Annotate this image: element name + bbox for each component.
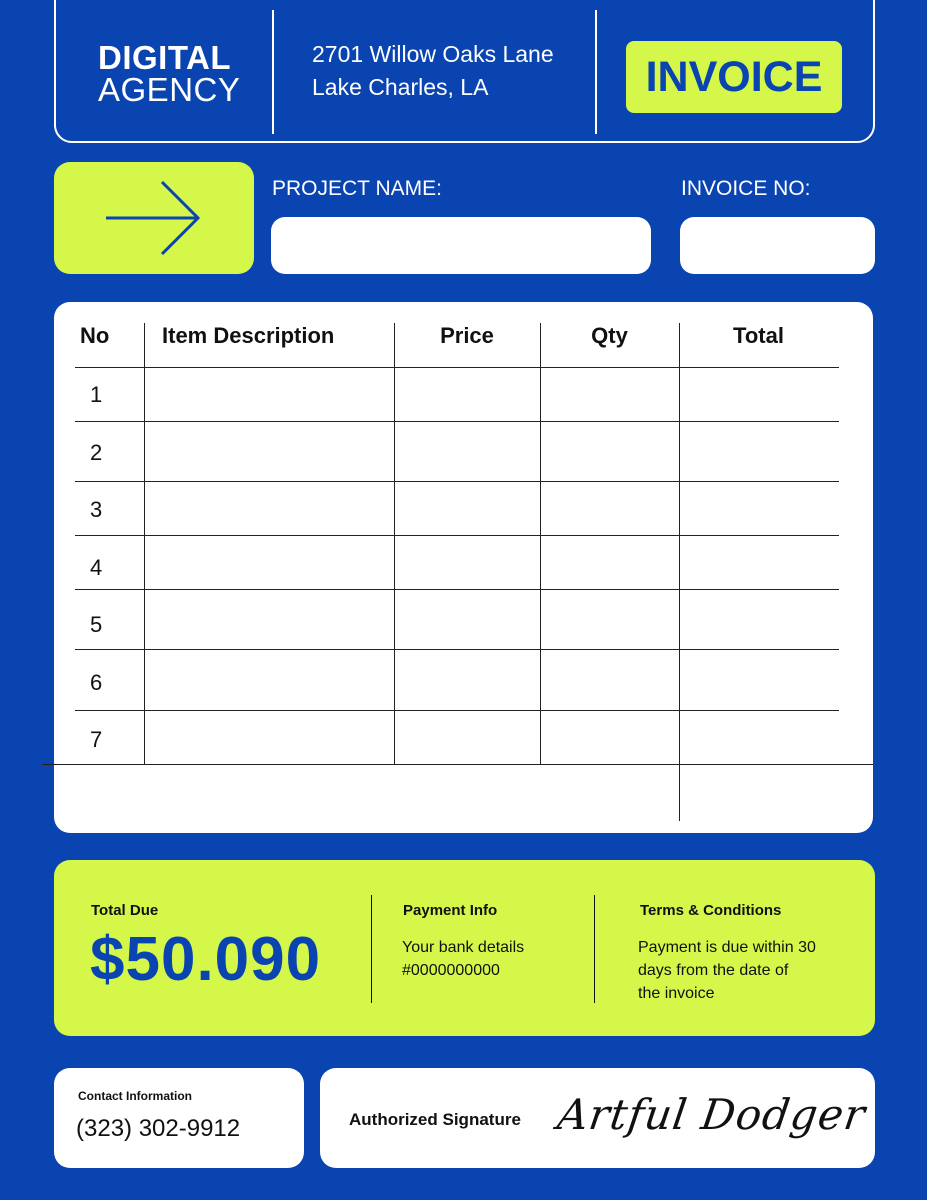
summary-divider: [594, 895, 595, 1003]
arrow-right-icon: [104, 180, 204, 256]
contact-card: [54, 1068, 304, 1168]
terms-text: [638, 936, 816, 1005]
project-name-field[interactable]: [271, 217, 651, 274]
invoice-no-field[interactable]: [680, 217, 875, 274]
table-row-number: 3: [90, 497, 103, 522]
items-table: [54, 302, 873, 833]
brand-line-1: DIGITAL: [98, 39, 232, 76]
invoice-no-label: INVOICE NO:: [681, 177, 811, 200]
payment-details: [402, 936, 524, 982]
signature: Artful Dodger: [554, 1090, 869, 1139]
terms-line-2: days from the date of: [638, 962, 789, 979]
address-line-1: 2701 Willow Oaks Lane: [312, 41, 554, 67]
grid-row-line: [75, 589, 839, 590]
grid-row-line: [75, 535, 839, 536]
table-row-number: 6: [90, 670, 103, 695]
grid-col-line: [679, 323, 680, 821]
grid-col-line: [394, 323, 395, 764]
header-divider-2: [595, 10, 597, 134]
terms-line-3: the invoice: [638, 985, 715, 1002]
header-divider-1: [272, 10, 274, 134]
table-row-number: 2: [90, 440, 103, 465]
address-line-2: Lake Charles, LA: [312, 74, 489, 100]
col-header-total: Total: [733, 323, 784, 348]
table-row-number: 7: [90, 727, 103, 752]
project-name-label: PROJECT NAME:: [272, 177, 442, 200]
grid-row-line: [75, 367, 839, 368]
summary-divider: [371, 895, 372, 1003]
total-due-amount: $50.090: [90, 925, 322, 994]
col-header-description: Item Description: [162, 323, 335, 348]
contact-phone: (323) 302-9912: [76, 1115, 241, 1142]
contact-label: Contact Information: [78, 1089, 192, 1103]
invoice-badge: INVOICE: [626, 41, 842, 113]
total-due-label: Total Due: [91, 902, 159, 919]
table-row-number: 1: [90, 382, 103, 407]
grid-row-line: [75, 649, 839, 650]
grid-row-line: [75, 481, 839, 482]
arrow-block: [54, 162, 254, 274]
grid-col-line: [144, 323, 145, 764]
invoice-header: [54, 0, 875, 143]
payment-line-2: #0000000000: [402, 962, 500, 979]
payment-info-label: Payment Info: [403, 902, 498, 919]
col-header-no: No: [80, 323, 110, 348]
grid-col-line: [540, 323, 541, 764]
grid-row-line: [42, 764, 873, 765]
terms-label: Terms & Conditions: [640, 902, 782, 919]
brand-logo: [98, 39, 241, 108]
terms-line-1: Payment is due within 30: [638, 939, 816, 956]
col-header-qty: Qty: [591, 323, 628, 348]
table-row-number: 4: [90, 555, 103, 580]
grid-row-line: [75, 710, 839, 711]
signature-card: [320, 1068, 875, 1168]
brand-line-2: AGENCY: [98, 71, 241, 108]
payment-line-1: Your bank details: [402, 939, 525, 956]
signature-label: Authorized Signature: [349, 1110, 521, 1129]
grid-row-line: [75, 421, 839, 422]
table-row-number: 5: [90, 612, 103, 637]
company-address: [312, 38, 554, 104]
col-header-price: Price: [440, 323, 494, 348]
